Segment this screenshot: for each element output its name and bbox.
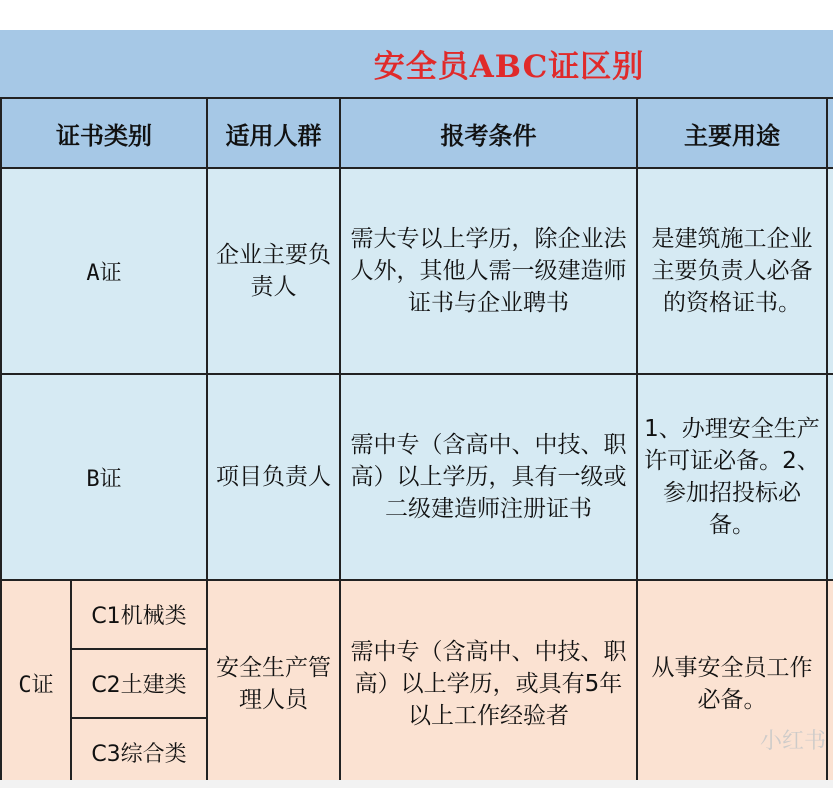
cell-b-use: 1、办理安全生产许可证必备。2、参加招投标必备。: [637, 374, 827, 580]
cell-a-label: A证: [1, 168, 207, 374]
cell-a-use: 是建筑施工企业主要负责人必备的资格证书。: [637, 168, 827, 374]
header-group: 适用人群: [207, 98, 340, 168]
cell-c-sub2: C2土建类: [71, 649, 207, 718]
header-extra: [827, 98, 833, 168]
header-use: 主要用途: [637, 98, 827, 168]
cell-c-label: C证: [1, 580, 71, 780]
cell-b-label: B证: [1, 374, 207, 580]
header-condition: 报考条件: [340, 98, 637, 168]
cell-b-condition: 需中专（含高中、中技、职高）以上学历，具有一级或二级建造师注册证书: [340, 374, 637, 580]
cell-c-group: 安全生产管理人员: [207, 580, 340, 780]
header-row: [1, 98, 833, 168]
cell-c-condition: 需中专（含高中、中技、职高）以上学历，或具有5年以上工作经验者: [340, 580, 637, 780]
bottom-strip: [0, 780, 833, 788]
cell-a-extra: [827, 168, 833, 374]
comparison-table: [0, 97, 833, 780]
watermark-label: 小红书: [760, 729, 827, 754]
table-row-b: [1, 374, 833, 580]
cell-b-group: 项目负责人: [207, 374, 340, 580]
table-title: 安全员ABC证区别: [373, 49, 645, 85]
cell-c-sub3: C3综合类: [71, 718, 207, 780]
cell-b-extra: [827, 374, 833, 580]
cell-c-sub1: C1机械类: [71, 580, 207, 649]
cell-c-extra: [827, 580, 833, 780]
title-row: [0, 30, 833, 99]
header-category: 证书类别: [1, 98, 207, 168]
cell-a-group: 企业主要负责人: [207, 168, 340, 374]
cell-a-condition: 需大专以上学历，除企业法人外，其他人需一级建造师证书与企业聘书: [340, 168, 637, 374]
table-row-c1: [1, 580, 833, 649]
cell-c-use: 从事安全员工作必备。: [637, 580, 827, 780]
table-row-a: [1, 168, 833, 374]
certificate-comparison-table-image: [0, 30, 833, 780]
